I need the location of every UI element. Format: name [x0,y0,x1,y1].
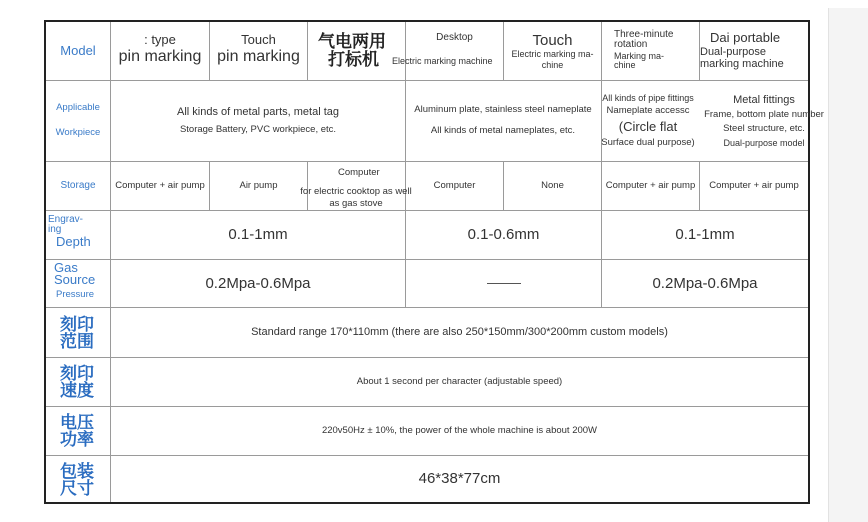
depth-electric-models: 0.1-0.6mm [467,226,540,244]
workpiece-electric-models: Aluminum plate, stainless steel nameplate All kinds of metal nameplates, etc. [414,104,592,136]
pressure-pin-models: 0.2Mpa-0.6Mpa [205,274,311,292]
model-touch-pin-marking: Touch pin marking [217,32,300,66]
not-applicable-dash [487,283,521,284]
workpiece-portable-model: Metal fittings Frame, bottom plate number Steel structure, etc. Dual-purpose model [704,94,824,148]
label-gas-source-pressure: Gas Source Pressure [54,260,96,300]
storage-col-6: Computer + air pump [605,179,696,191]
storage-col-4: Computer [433,179,476,191]
model-rotation-marking: Three-minute rotation Marking ma-chine [614,29,674,71]
storage-col-5: None [541,179,564,191]
label-storage: Storage [60,180,96,192]
storage-col-1: Computer + air pump [115,179,205,191]
spec-table [44,20,824,504]
model-desktop: Desktop [436,32,473,44]
pressure-portable-models: 0.2Mpa-0.6Mpa [652,274,758,292]
voltage-power-value: 220v50Hz ± 10%, the power of the whole machine is about 200W [321,424,598,436]
workpiece-pin-models: All kinds of metal parts, metal tag Storage Battery, PVC workpiece, etc. [176,106,339,135]
label-model: Model [60,42,96,58]
depth-pin-models: 0.1-1mm [228,226,288,244]
model-portable-dual-purpose: Dai portable Dual-purpose marking machine [700,30,784,71]
pressure-electric-models [406,260,601,307]
side-panel-strip [828,8,868,522]
marking-speed-value: About 1 second per character (adjustable speed) [356,375,563,387]
model-touch-electric: Touch Electric marking ma-chine [511,32,594,70]
storage-col-3: Computer for electric cooktop as well as gas stove [300,167,412,210]
storage-col-7: Computer + air pump [709,179,799,191]
model-pin-marking: : type pin marking [118,32,202,66]
label-applicable-workpiece: Applicable Workpiece [55,102,101,138]
marking-range-value: Standard range 170*110mm (there are also 250*150mm/300*200mm custom models) [251,326,668,339]
label-voltage-power: 电压功率 [60,413,94,449]
label-packing-size: 包装尺寸 [60,462,94,498]
label-marking-range: 刻印范围 [60,315,94,351]
depth-portable-models: 0.1-1mm [675,226,735,244]
label-engraving-depth: Engrav-ing Depth [48,214,91,249]
model-gas-electric: 气电两用 打标机 Electric marking machine [318,32,493,69]
workpiece-rotation-model: All kinds of pipe fittings Nameplate accessc (Circle flat Surface dual purpose) [601,92,695,149]
packing-size-value: 46*38*77cm [418,470,501,488]
label-marking-speed: 刻印速度 [60,364,94,400]
storage-col-2: Air pump [239,179,278,191]
